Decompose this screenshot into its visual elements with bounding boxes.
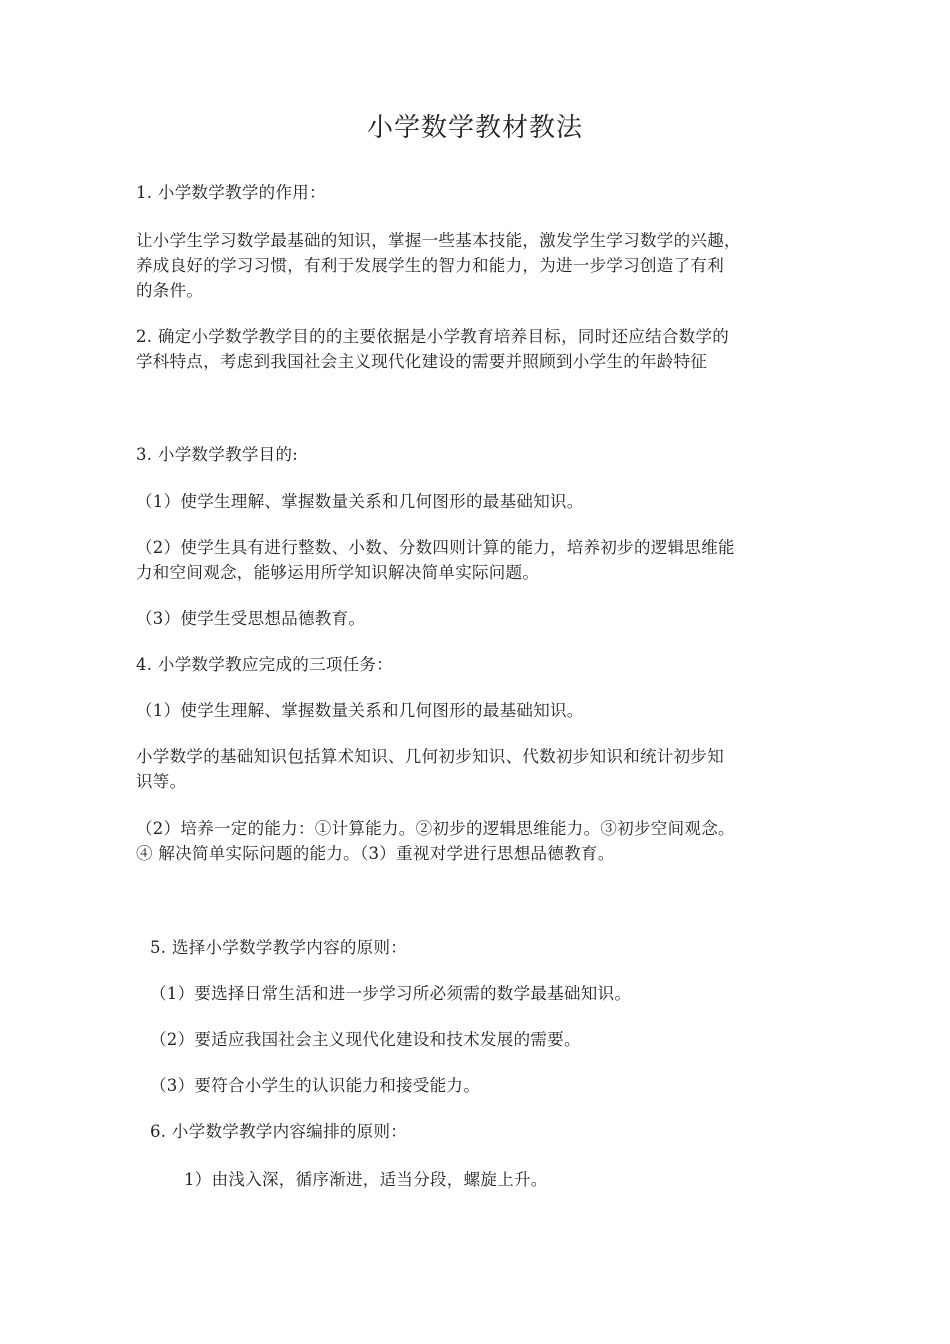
heading-1: 1. 小学数学教学的作用：	[136, 183, 326, 202]
list-item-line: （2）使学生具有进行整数、小数、分数四则计算的能力，培养初步的逻辑思维能	[136, 538, 735, 557]
paragraph-line: 小学数学的基础知识包括算术知识、几何初步知识、代数初步知识和统计初步知	[136, 747, 724, 766]
heading-6: 6. 小学数学教学内容编排的原则：	[150, 1122, 408, 1141]
list-item: 1）由浅入深，循序渐进，适当分段，螺旋上升。	[184, 1170, 548, 1189]
paragraph-line: （2）培养一定的能力：①计算能力。②初步的逻辑思维能力。③初步空间观念。	[136, 819, 735, 838]
heading-4: 4. 小学数学教应完成的三项任务：	[136, 655, 394, 674]
list-item: （1）使学生理解、掌握数量关系和几何图形的最基础知识。	[136, 701, 584, 720]
paragraph-line: 的条件。	[136, 281, 204, 300]
paragraph-line: ④ 解决简单实际问题的能力。（3）重视对学进行思想品德教育。	[136, 844, 615, 863]
heading-3: 3. 小学数学教学目的:	[136, 445, 299, 464]
paragraph-line: 让小学生学习数学最基础的知识，掌握一些基本技能，激发学生学习数学的兴趣，	[136, 231, 741, 250]
paragraph-line: 识等。	[136, 772, 187, 791]
document-title: 小学数学教材教法	[366, 113, 583, 143]
list-item: （1）要选择日常生活和进一步学习所必须需的数学最基础知识。	[150, 984, 632, 1003]
list-item: （1）使学生理解、掌握数量关系和几何图形的最基础知识。	[136, 492, 584, 511]
list-item: （2）要适应我国社会主义现代化建设和技术发展的需要。	[150, 1030, 581, 1049]
list-item: （3）要符合小学生的认识能力和接受能力。	[150, 1076, 480, 1095]
list-item-line: 力和空间观念，能够运用所学知识解决简单实际问题。	[136, 563, 540, 582]
paragraph-line: 养成良好的学习习惯，有利于发展学生的智力和能力，为进一步学习创造了有利	[136, 256, 724, 275]
list-item: （3）使学生受思想品德教育。	[136, 609, 366, 628]
heading-5: 5. 选择小学数学教学内容的原则：	[150, 938, 408, 957]
heading-2-line: 学科特点，考虑到我国社会主义现代化建设的需要并照顾到小学生的年龄特征	[136, 352, 708, 371]
heading-2-line: 2. 确定小学数学教学目的的主要依据是小学教育培养目标，同时还应结合数学的	[136, 327, 730, 346]
